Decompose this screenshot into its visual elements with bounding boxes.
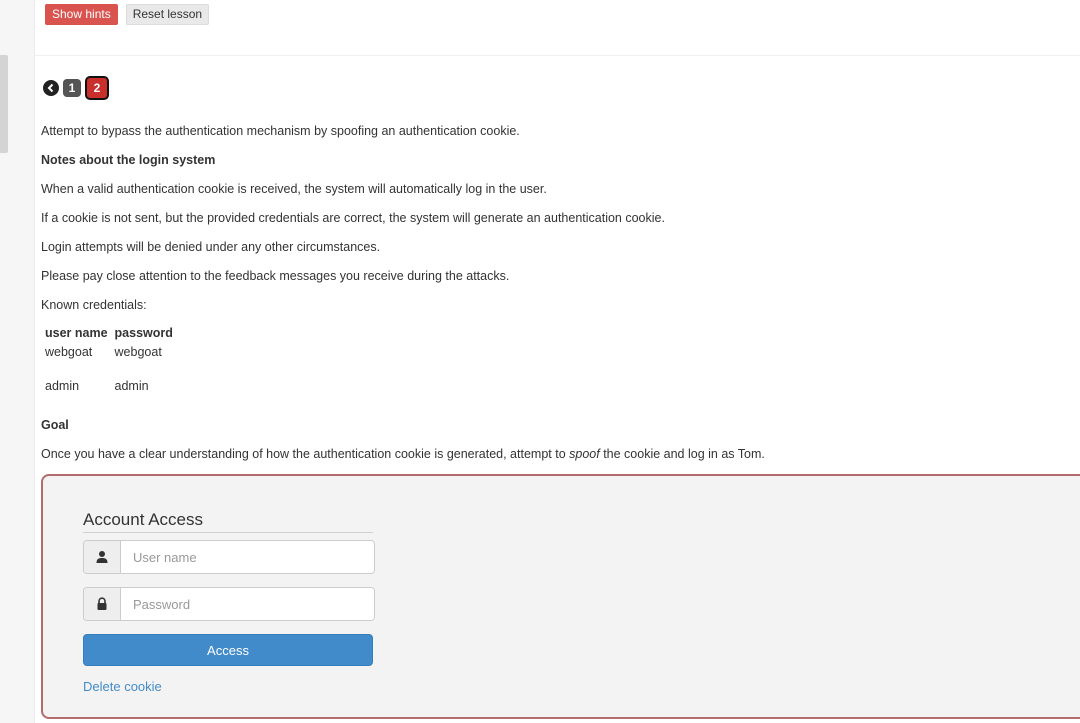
note-4: Please pay close attention to the feedback messages you receive during the attacks.	[41, 269, 510, 283]
form-title: Account Access	[83, 510, 373, 533]
table-header-row	[43, 323, 178, 343]
header-password: password	[114, 326, 173, 340]
notes-heading: Notes about the login system	[41, 153, 216, 167]
cell-username: admin	[45, 379, 80, 393]
table-row	[43, 343, 178, 377]
lesson-content	[41, 117, 1071, 469]
lesson-toolbar	[45, 4, 209, 25]
goal-text-end: the cookie and log in as Tom.	[599, 447, 765, 461]
account-access-form	[41, 474, 1080, 719]
cell-password: admin	[114, 379, 149, 393]
password-input-group	[83, 587, 375, 621]
sidebar-collapse-handle[interactable]	[0, 55, 8, 153]
cell-password: webgoat	[114, 345, 162, 359]
user-icon	[84, 541, 121, 573]
lesson-pager	[43, 76, 109, 100]
lock-icon	[84, 588, 121, 620]
username-input-group	[83, 540, 375, 574]
username-input[interactable]	[121, 541, 374, 573]
note-2: If a cookie is not sent, but the provided credentials are correct, the system will generate an authentication cookie.	[41, 211, 665, 225]
toolbar-divider	[35, 55, 1080, 56]
known-credentials-label: Known credentials:	[41, 298, 147, 312]
access-button[interactable]: Access	[83, 634, 373, 666]
show-hints-button[interactable]: Show hints	[45, 4, 118, 25]
cell-username: webgoat	[45, 345, 93, 359]
header-user-name: user name	[45, 326, 108, 340]
table-row	[43, 377, 178, 411]
note-1: When a valid authentication cookie is received, the system will automatically log in the user.	[41, 182, 547, 196]
goal-text	[41, 440, 1071, 469]
goal-emphasis: spoof	[569, 447, 600, 461]
goal-text-start: Once you have a clear understanding of how the authentication cookie is generated, attempt to	[41, 447, 570, 461]
password-input[interactable]	[121, 588, 374, 620]
lesson-intro: Attempt to bypass the authentication mechanism by spoofing an authentication cookie.	[41, 124, 520, 138]
credentials-table	[43, 323, 178, 411]
page-1-button[interactable]: 1	[63, 79, 81, 97]
goal-heading: Goal	[41, 418, 69, 432]
page-2-button[interactable]: 2	[85, 76, 109, 100]
delete-cookie-link[interactable]: Delete cookie	[83, 679, 162, 694]
previous-page-arrow-icon[interactable]	[43, 80, 59, 96]
reset-lesson-button[interactable]: Reset lesson	[126, 4, 209, 25]
note-3: Login attempts will be denied under any other circumstances.	[41, 240, 381, 254]
